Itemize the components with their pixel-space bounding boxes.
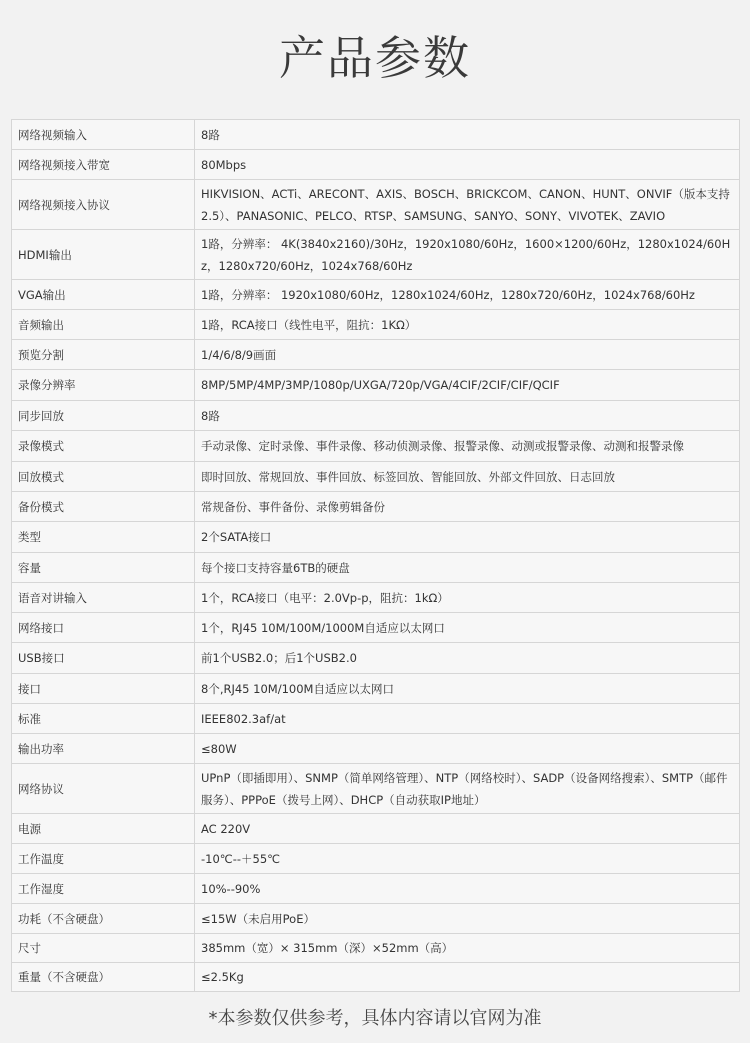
spec-label: 预览分割 [12,340,195,370]
spec-value: 385mm（宽）× 315mm（深）×52mm（高） [195,934,740,963]
spec-label: 网络视频接入协议 [12,180,195,230]
spec-value: 即时回放、常规回放、事件回放、标签回放、智能回放、外部文件回放、日志回放 [195,462,740,492]
spec-row [12,674,740,704]
spec-row [12,120,740,150]
spec-row [12,734,740,764]
spec-label: 类型 [12,522,195,553]
spec-label: 输出功率 [12,734,195,764]
spec-label: 音频输出 [12,310,195,340]
spec-row [12,643,740,674]
spec-row [12,704,740,734]
spec-row [12,150,740,180]
spec-row [12,230,740,280]
spec-value: 2个SATA接口 [195,522,740,553]
spec-row [12,310,740,340]
spec-label: 录像分辨率 [12,370,195,401]
spec-label: 语音对讲输入 [12,583,195,613]
spec-label: 网络视频接入带宽 [12,150,195,180]
page-title: 产品参数 [279,31,471,85]
spec-value: ≤80W [195,734,740,764]
spec-row [12,874,740,904]
spec-label: HDMI输出 [12,230,195,280]
spec-value: 每个接口支持容量6TB的硬盘 [195,553,740,583]
spec-label: 同步回放 [12,401,195,431]
spec-value: 8路 [195,120,740,150]
spec-label: 网络协议 [12,764,195,814]
spec-label: 工作温度 [12,844,195,874]
spec-row [12,553,740,583]
spec-row [12,180,740,230]
spec-value: 常规备份、事件备份、录像剪辑备份 [195,492,740,522]
spec-value: 前1个USB2.0；后1个USB2.0 [195,643,740,674]
spec-value: 手动录像、定时录像、事件录像、移动侦测录像、报警录像、动测或报警录像、动测和报警录像 [195,431,740,462]
spec-value: IEEE802.3af/at [195,704,740,734]
spec-label: 回放模式 [12,462,195,492]
spec-label: 容量 [12,553,195,583]
spec-row [12,522,740,553]
spec-value: 10%--90% [195,874,740,904]
spec-value: 8个,RJ45 10M/100M自适应以太网口 [195,674,740,704]
spec-value: AC 220V [195,814,740,844]
spec-table [11,119,740,992]
spec-label: 功耗（不含硬盘） [12,904,195,934]
spec-value: 1路，分辨率： 1920x1080/60Hz，1280x1024/60Hz，1280x720/60Hz，1024x768/60Hz [195,280,740,310]
spec-value: 1个，RCA接口（电平：2.0Vp-p，阻抗：1kΩ） [195,583,740,613]
spec-label: 尺寸 [12,934,195,963]
spec-row [12,904,740,934]
spec-row [12,492,740,522]
spec-value: -10℃--＋55℃ [195,844,740,874]
spec-value: 1/4/6/8/9画面 [195,340,740,370]
spec-row [12,462,740,492]
spec-table-body [12,120,740,992]
spec-value: 8MP/5MP/4MP/3MP/1080p/UXGA/720p/VGA/4CIF/2CIF/CIF/QCIF [195,370,740,401]
spec-label: USB接口 [12,643,195,674]
spec-value: ≤2.5Kg [195,963,740,992]
spec-value: 1个，RJ45 10M/100M/1000M自适应以太网口 [195,613,740,643]
disclaimer-note: *本参数仅供参考，具体内容请以官网为准 [208,1008,542,1029]
spec-label: 网络视频输入 [12,120,195,150]
spec-row [12,370,740,401]
spec-value: UPnP（即插即用）、SNMP（简单网络管理）、NTP（网络校时）、SADP（设备网络搜索）、SMTP（邮件服务）、PPPoE（拨号上网）、DHCP（自动获取IP地址） [195,764,740,814]
spec-label: 工作湿度 [12,874,195,904]
spec-row [12,583,740,613]
spec-label: 网络接口 [12,613,195,643]
spec-row [12,340,740,370]
spec-label: 接口 [12,674,195,704]
spec-value: 80Mbps [195,150,740,180]
spec-label: 备份模式 [12,492,195,522]
spec-row [12,764,740,814]
spec-value: 1路，分辨率： 4K(3840x2160)/30Hz，1920x1080/60Hz，1600×1200/60Hz，1280x1024/60Hz，1280x720/60Hz，1024x768/60Hz [195,230,740,280]
spec-row [12,613,740,643]
spec-value: ≤15W（未启用PoE） [195,904,740,934]
spec-row [12,934,740,963]
spec-label: 录像模式 [12,431,195,462]
spec-row [12,280,740,310]
spec-label: VGA输出 [12,280,195,310]
spec-row [12,963,740,992]
spec-label: 标准 [12,704,195,734]
spec-value: HIKVISION、ACTi、ARECONT、AXIS、BOSCH、BRICKCOM、CANON、HUNT、ONVIF（版本支持2.5）、PANASONIC、PELCO、RTSP、SAMSUNG、SANYO、SONY、VIVOTEK、ZAVIO [195,180,740,230]
spec-row [12,844,740,874]
spec-value: 8路 [195,401,740,431]
spec-row [12,431,740,462]
spec-label: 电源 [12,814,195,844]
spec-value: 1路，RCA接口（线性电平，阻抗：1KΩ） [195,310,740,340]
spec-row [12,401,740,431]
spec-label: 重量（不含硬盘） [12,963,195,992]
spec-row [12,814,740,844]
